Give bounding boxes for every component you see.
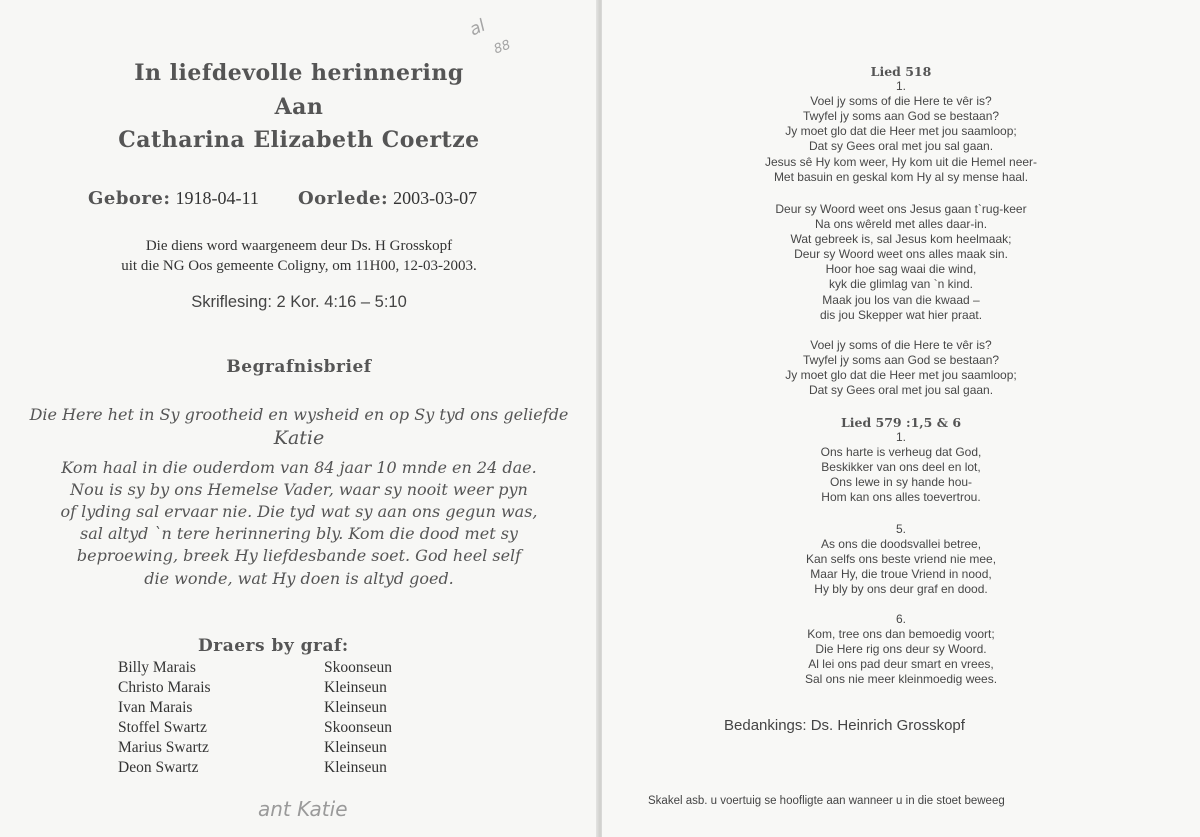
scripture-reading: Skriflesing: 2 Kor. 4:16 – 5:10	[191, 293, 407, 311]
bearer-row	[118, 679, 392, 699]
tribute-name-text: Katie	[273, 427, 325, 449]
procession-note: Skakel asb. u voertuig se hoofligte aan wanneer u in die stoet beweeg	[648, 795, 1005, 807]
bearer-relation: Skoonseun	[324, 719, 393, 736]
handwritten-note: ant Katie	[258, 797, 348, 821]
hymn-line: Wat gebreek is, sal Jesus kom heelmaak;	[790, 232, 1012, 247]
born-label: Gebore:	[88, 188, 171, 209]
hymn-line: Hom kan ons alles toevertrou.	[821, 490, 981, 505]
hymn-line: Kom, tree ons dan bemoedig voort;	[807, 627, 995, 642]
hymn-579-verse-6	[602, 612, 1200, 687]
acknowledgements: Bedankings: Ds. Heinrich Grosskopf	[724, 717, 965, 734]
bearer-name: Deon Swartz	[118, 759, 199, 776]
hymn-line: Na ons wêreld met alles daar-in.	[814, 217, 988, 232]
title-line-2: Aan	[274, 94, 324, 120]
bearer-name: Billy Marais	[118, 659, 196, 676]
hymn-579-verse-5-number: 5.	[895, 522, 906, 536]
right-page	[602, 0, 1200, 837]
hymn-line: Beskikker van ons deel en lot,	[821, 460, 981, 475]
bearer-row	[118, 759, 392, 779]
bearer-row	[118, 659, 392, 679]
hymn-line: Voel jy soms of die Here te vêr is?	[810, 338, 992, 352]
hymn-518-verse-2	[602, 202, 1200, 323]
hymn-line: Maar Hy, die troue Vriend in nood,	[810, 567, 992, 582]
died-date: 2003-03-07	[393, 188, 478, 208]
service-line-1: Die diens word waargeneem deur Ds. H Grosskopf	[145, 238, 453, 254]
bearer-name: Ivan Marais	[118, 699, 193, 716]
tribute-name	[0, 425, 598, 451]
hymn-line: As ons die doodsvallei betree,	[820, 537, 982, 552]
tribute-line-7: beproewing, breek Hy liefdesbande soet. God heel self	[76, 546, 522, 565]
hymn-line: Maak jou los van die kwaad –	[822, 292, 980, 307]
handwritten-annotation-2: 88	[491, 37, 513, 58]
bearer-relation: Skoonseun	[324, 659, 393, 676]
hymn-line: Ons harte is verheug dat God,	[820, 445, 982, 460]
hymn-line: kyk die glimlag van `n kind.	[828, 277, 974, 292]
bearer-name: Stoffel Swartz	[118, 719, 207, 736]
bearers-heading: Draers by graf:	[198, 636, 349, 656]
hymn-579-verse-6-number: 6.	[895, 612, 906, 626]
title-line-1: In liefdevolle herinnering	[134, 60, 464, 86]
hymn-518-heading: Lied 518	[870, 64, 932, 79]
hymn-518-verse-number: 1.	[895, 79, 906, 94]
hymn-line: Die Here rig ons deur sy Woord.	[815, 642, 987, 657]
hymn-line: Deur sy Woord weet ons Jesus gaan t`rug-keer	[775, 202, 1027, 216]
hymn-line: Twyfel jy soms aan God se bestaan?	[802, 109, 1000, 124]
bearer-row	[118, 719, 392, 739]
hymn-line: Dat sy Gees oral met jou sal gaan.	[808, 383, 994, 398]
bearer-row	[118, 699, 392, 719]
hymn-579-verse-5	[602, 522, 1200, 597]
deceased-name: Catharina Elizabeth Coertze	[118, 127, 480, 153]
hymn-518	[602, 64, 1200, 185]
tribute-line-5: of lyding sal ervaar nie. Die tyd wat sy aan ons gegun was,	[60, 502, 538, 521]
bearer-name: Marius Swartz	[118, 739, 209, 756]
bearer-row	[118, 739, 392, 759]
tribute-line-8: die wonde, wat Hy doen is altyd goed.	[144, 569, 454, 588]
hymn-line: Dat sy Gees oral met jou sal gaan.	[808, 139, 994, 154]
hymn-line: Hy bly by ons deur graf en dood.	[814, 582, 988, 597]
bearers-list	[118, 659, 392, 779]
hymn-579-heading: Lied 579 :1,5 & 6	[840, 415, 962, 430]
handwritten-annotation-1: al	[466, 15, 489, 41]
hymn-line: Sal ons nie meer kleinmoedig wees.	[804, 672, 998, 687]
hymn-579-verse-1-number: 1.	[895, 430, 906, 445]
hymn-579	[602, 415, 1200, 506]
hymn-line: Deur sy Woord weet ons alles maak sin.	[794, 247, 1008, 262]
hymn-518-verse-3	[602, 338, 1200, 398]
hymn-line: Voel jy soms of die Here te vêr is?	[810, 94, 992, 109]
hymn-line: Met basuin en geskal kom Hy al sy mense haal.	[773, 169, 1029, 184]
bearer-relation: Kleinseun	[324, 699, 387, 716]
bearer-relation: Kleinseun	[324, 759, 387, 776]
hymn-line: Hoor hoe sag waai die wind,	[825, 262, 977, 277]
hymn-line: Jy moet glo dat die Heer met jou saamloop;	[785, 124, 1017, 139]
hymn-line: Ons lewe in sy hande hou-	[829, 475, 973, 490]
hymn-line: Jesus sê Hy kom weer, Hy kom uit die Hemel neer-	[764, 154, 1038, 169]
funeral-letter-heading: Begrafnisbrief	[226, 357, 372, 377]
hymn-line: Jy moet glo dat die Heer met jou saamloop;	[785, 368, 1017, 383]
died-date-group	[298, 188, 477, 209]
tribute-line-3: Kom haal in die ouderdom van 84 jaar 10 mnde en 24 dae.	[61, 458, 537, 477]
tribute-line-6: sal altyd `n tere herinnering bly. Kom die dood met sy	[80, 524, 518, 543]
born-date-group	[88, 188, 259, 209]
service-line-2: uit die NG Oos gemeente Coligny, om 11H00, 12-03-2003.	[121, 258, 477, 274]
bearer-name: Christo Marais	[118, 679, 211, 696]
died-label: Oorlede:	[298, 188, 389, 209]
hymn-line: Kan selfs ons beste vriend nie mee,	[805, 552, 997, 567]
left-page	[0, 0, 598, 837]
bearer-relation: Kleinseun	[324, 679, 387, 696]
tribute-line-4: Nou is sy by ons Hemelse Vader, waar sy nooit weer pyn	[70, 480, 528, 499]
hymn-line: dis jou Skepper wat hier praat.	[819, 307, 983, 322]
hymn-line: Twyfel jy soms aan God se bestaan?	[802, 353, 1000, 368]
tribute-line-1: Die Here het in Sy grootheid en wysheid en op Sy tyd ons geliefde	[29, 405, 569, 424]
born-date: 1918-04-11	[175, 188, 259, 208]
hymn-line: Al lei ons pad deur smart en vrees,	[808, 657, 994, 672]
bearer-relation: Kleinseun	[324, 739, 387, 756]
